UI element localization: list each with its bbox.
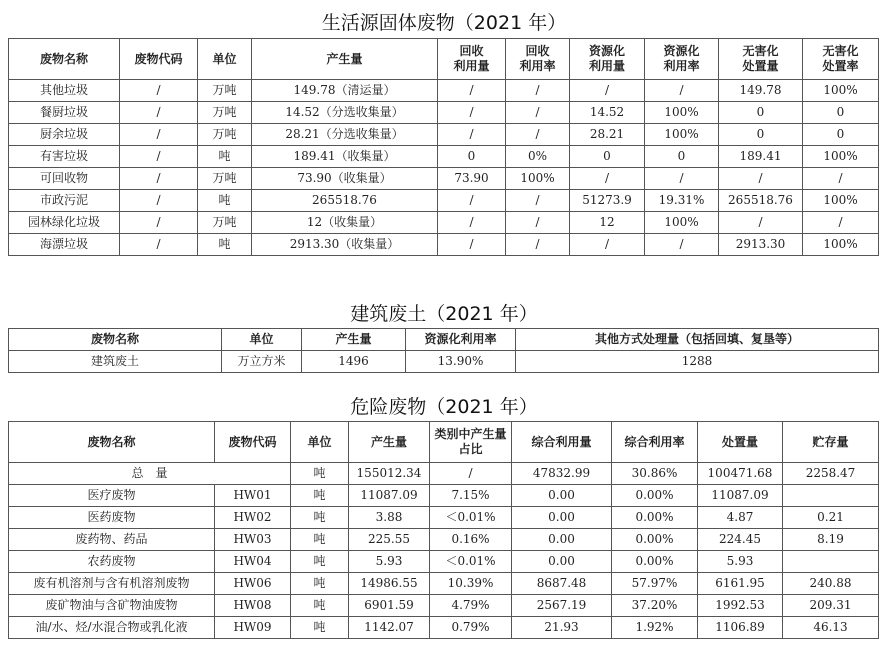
domestic-cell-1: /: [120, 212, 198, 234]
table-row: [9, 234, 879, 256]
construction-cell-4: 1288: [516, 351, 879, 373]
hazardous-header-7: 处置量: [698, 422, 783, 463]
total-cell-2: 47832.99: [512, 463, 612, 485]
domestic-cell-3: 2913.30（收集量）: [252, 234, 438, 256]
hazardous-header-3: 产生量: [349, 422, 430, 463]
domestic-cell-9: /: [803, 212, 879, 234]
hazardous-cell-6: 1.92%: [612, 617, 698, 639]
domestic-cell-9: 0: [803, 124, 879, 146]
domestic-cell-8: 0: [719, 124, 803, 146]
domestic-cell-8: 2913.30: [719, 234, 803, 256]
domestic-cell-5: /: [506, 190, 570, 212]
domestic-cell-3: 189.41（收集量）: [252, 146, 438, 168]
domestic-cell-4: /: [438, 124, 506, 146]
hazardous-cell-3: 11087.09: [349, 485, 430, 507]
hazardous-cell-1: HW06: [215, 573, 291, 595]
hazardous-waste-table: [8, 421, 879, 639]
domestic-cell-5: /: [506, 102, 570, 124]
hazardous-cell-8: [783, 485, 879, 507]
hazardous-cell-3: 14986.55: [349, 573, 430, 595]
domestic-cell-3: 14.52（分选收集量）: [252, 102, 438, 124]
hazardous-header-6: 综合利用率: [612, 422, 698, 463]
domestic-cell-4: /: [438, 80, 506, 102]
hazardous-cell-7: 1106.89: [698, 617, 783, 639]
total-row: [9, 463, 879, 485]
hazardous-cell-5: 21.93: [512, 617, 612, 639]
domestic-cell-7: 100%: [645, 124, 719, 146]
hazardous-cell-5: 0.00: [512, 529, 612, 551]
domestic-cell-7: 19.31%: [645, 190, 719, 212]
domestic-cell-6: /: [570, 80, 645, 102]
domestic-header-4: 回收 利用量: [438, 39, 506, 80]
domestic-cell-8: /: [719, 168, 803, 190]
hazardous-cell-1: HW08: [215, 595, 291, 617]
total-cell-4: 100471.68: [698, 463, 783, 485]
domestic-cell-5: 0%: [506, 146, 570, 168]
domestic-cell-4: /: [438, 190, 506, 212]
domestic-cell-2: 吨: [198, 190, 252, 212]
construction-header-3: 资源化利用率: [406, 329, 516, 351]
hazardous-cell-6: 0.00%: [612, 507, 698, 529]
domestic-cell-1: /: [120, 168, 198, 190]
hazardous-waste-title: 危险废物（2021 年）: [350, 396, 538, 418]
hazardous-cell-3: 6901.59: [349, 595, 430, 617]
domestic-header-1: 废物代码: [120, 39, 198, 80]
domestic-cell-0: 其他垃圾: [9, 80, 120, 102]
domestic-header-5: 回收 利用率: [506, 39, 570, 80]
hazardous-cell-5: 8687.48: [512, 573, 612, 595]
hazardous-cell-5: 0.00: [512, 485, 612, 507]
domestic-cell-9: 100%: [803, 146, 879, 168]
domestic-cell-2: 万吨: [198, 102, 252, 124]
hazardous-cell-3: 225.55: [349, 529, 430, 551]
table-row: [9, 80, 879, 102]
domestic-cell-9: /: [803, 168, 879, 190]
domestic-cell-1: /: [120, 190, 198, 212]
table-row: [9, 168, 879, 190]
domestic-header-3: 产生量: [252, 39, 438, 80]
domestic-cell-7: /: [645, 80, 719, 102]
hazardous-cell-6: 37.20%: [612, 595, 698, 617]
hazardous-cell-3: 5.93: [349, 551, 430, 573]
domestic-cell-1: /: [120, 102, 198, 124]
domestic-cell-6: 0: [570, 146, 645, 168]
domestic-cell-0: 市政污泥: [9, 190, 120, 212]
hazardous-cell-0: 废有机溶剂与含有机溶剂废物: [9, 573, 215, 595]
hazardous-cell-6: 57.97%: [612, 573, 698, 595]
domestic-cell-6: /: [570, 168, 645, 190]
table-row: [9, 551, 879, 573]
hazardous-header-5: 综合利用量: [512, 422, 612, 463]
domestic-cell-8: /: [719, 212, 803, 234]
hazardous-cell-8: [783, 551, 879, 573]
domestic-waste-title: 生活源固体废物（2021 年）: [321, 12, 567, 34]
construction-cell-1: 万立方米: [222, 351, 302, 373]
domestic-cell-3: 12（收集量）: [252, 212, 438, 234]
hazardous-cell-4: 0.79%: [430, 617, 512, 639]
domestic-cell-4: /: [438, 102, 506, 124]
hazardous-cell-7: 5.93: [698, 551, 783, 573]
domestic-cell-0: 可回收物: [9, 168, 120, 190]
domestic-cell-2: 吨: [198, 146, 252, 168]
construction-header-2: 产生量: [302, 329, 406, 351]
table-row: [9, 507, 879, 529]
domestic-cell-7: 100%: [645, 102, 719, 124]
domestic-cell-7: 0: [645, 146, 719, 168]
table-row: [9, 529, 879, 551]
domestic-cell-2: 万吨: [198, 212, 252, 234]
hazardous-cell-1: HW09: [215, 617, 291, 639]
domestic-waste-table: [8, 38, 879, 256]
total-cell-0: 155012.34: [349, 463, 430, 485]
hazardous-cell-7: 6161.95: [698, 573, 783, 595]
hazardous-cell-5: 0.00: [512, 507, 612, 529]
hazardous-cell-2: 吨: [291, 551, 349, 573]
domestic-cell-3: 28.21（分选收集量）: [252, 124, 438, 146]
domestic-cell-5: /: [506, 212, 570, 234]
domestic-cell-9: 0: [803, 102, 879, 124]
hazardous-header-0: 废物名称: [9, 422, 215, 463]
total-cell-1: /: [430, 463, 512, 485]
hazardous-cell-2: 吨: [291, 595, 349, 617]
hazardous-cell-4: 4.79%: [430, 595, 512, 617]
domestic-cell-5: /: [506, 234, 570, 256]
hazardous-cell-0: 医疗废物: [9, 485, 215, 507]
domestic-cell-7: /: [645, 234, 719, 256]
domestic-cell-0: 有害垃圾: [9, 146, 120, 168]
total-unit: 吨: [291, 463, 349, 485]
hazardous-cell-1: HW02: [215, 507, 291, 529]
hazardous-cell-7: 11087.09: [698, 485, 783, 507]
hazardous-header-4: 类别中产生量 占比: [430, 422, 512, 463]
table-row: [9, 351, 879, 373]
construction-header-1: 单位: [222, 329, 302, 351]
hazardous-cell-0: 医药废物: [9, 507, 215, 529]
hazardous-cell-2: 吨: [291, 485, 349, 507]
total-cell-5: 2258.47: [783, 463, 879, 485]
domestic-cell-1: /: [120, 80, 198, 102]
domestic-cell-3: 73.90（收集量）: [252, 168, 438, 190]
domestic-cell-0: 海漂垃圾: [9, 234, 120, 256]
domestic-header-6: 资源化 利用量: [570, 39, 645, 80]
construction-cell-3: 13.90%: [406, 351, 516, 373]
domestic-cell-5: /: [506, 124, 570, 146]
domestic-cell-5: /: [506, 80, 570, 102]
domestic-cell-6: 14.52: [570, 102, 645, 124]
table-row: [9, 573, 879, 595]
hazardous-cell-7: 4.87: [698, 507, 783, 529]
hazardous-cell-4: 10.39%: [430, 573, 512, 595]
domestic-cell-0: 厨余垃圾: [9, 124, 120, 146]
construction-cell-0: 建筑废土: [9, 351, 222, 373]
hazardous-cell-4: 7.15%: [430, 485, 512, 507]
domestic-cell-2: 万吨: [198, 80, 252, 102]
hazardous-cell-4: 0.16%: [430, 529, 512, 551]
hazardous-cell-4: ＜0.01%: [430, 551, 512, 573]
construction-header-4: 其他方式处理量（包括回填、复垦等）: [516, 329, 879, 351]
hazardous-cell-3: 3.88: [349, 507, 430, 529]
hazardous-cell-2: 吨: [291, 617, 349, 639]
table-row: [9, 190, 879, 212]
hazardous-header-1: 废物代码: [215, 422, 291, 463]
hazardous-cell-4: ＜0.01%: [430, 507, 512, 529]
domestic-cell-4: 0: [438, 146, 506, 168]
domestic-header-7: 资源化 利用率: [645, 39, 719, 80]
hazardous-cell-2: 吨: [291, 573, 349, 595]
hazardous-cell-8: 209.31: [783, 595, 879, 617]
domestic-header-2: 单位: [198, 39, 252, 80]
construction-waste-title: 建筑废土（2021 年）: [350, 303, 538, 325]
domestic-cell-2: 万吨: [198, 124, 252, 146]
construction-header-0: 废物名称: [9, 329, 222, 351]
hazardous-header-8: 贮存量: [783, 422, 879, 463]
table-row: [9, 595, 879, 617]
total-cell-3: 30.86%: [612, 463, 698, 485]
hazardous-cell-7: 1992.53: [698, 595, 783, 617]
domestic-cell-0: 餐厨垃圾: [9, 102, 120, 124]
domestic-cell-6: 12: [570, 212, 645, 234]
domestic-cell-2: 吨: [198, 234, 252, 256]
domestic-cell-8: 265518.76: [719, 190, 803, 212]
hazardous-cell-0: 废矿物油与含矿物油废物: [9, 595, 215, 617]
hazardous-cell-6: 0.00%: [612, 529, 698, 551]
domestic-cell-4: /: [438, 234, 506, 256]
hazardous-cell-6: 0.00%: [612, 485, 698, 507]
hazardous-cell-8: 240.88: [783, 573, 879, 595]
domestic-header-0: 废物名称: [9, 39, 120, 80]
domestic-cell-8: 189.41: [719, 146, 803, 168]
domestic-cell-9: 100%: [803, 190, 879, 212]
hazardous-cell-2: 吨: [291, 507, 349, 529]
hazardous-cell-5: 2567.19: [512, 595, 612, 617]
domestic-header-8: 无害化 处置量: [719, 39, 803, 80]
hazardous-cell-6: 0.00%: [612, 551, 698, 573]
domestic-cell-6: /: [570, 234, 645, 256]
domestic-header-9: 无害化 处置率: [803, 39, 879, 80]
table-row: [9, 485, 879, 507]
hazardous-cell-0: 农药废物: [9, 551, 215, 573]
domestic-cell-9: 100%: [803, 80, 879, 102]
hazardous-cell-1: HW03: [215, 529, 291, 551]
domestic-cell-4: /: [438, 212, 506, 234]
domestic-cell-5: 100%: [506, 168, 570, 190]
table-row: [9, 102, 879, 124]
hazardous-header-2: 单位: [291, 422, 349, 463]
domestic-cell-3: 265518.76: [252, 190, 438, 212]
hazardous-cell-8: 0.21: [783, 507, 879, 529]
construction-waste-table: [8, 328, 879, 373]
total-label: 总 量: [9, 463, 291, 485]
hazardous-cell-3: 1142.07: [349, 617, 430, 639]
domestic-cell-8: 0: [719, 102, 803, 124]
domestic-cell-6: 28.21: [570, 124, 645, 146]
hazardous-cell-0: 废药物、药品: [9, 529, 215, 551]
hazardous-cell-0: 油/水、烃/水混合物或乳化液: [9, 617, 215, 639]
hazardous-cell-2: 吨: [291, 529, 349, 551]
domestic-cell-1: /: [120, 146, 198, 168]
domestic-cell-0: 园林绿化垃圾: [9, 212, 120, 234]
domestic-cell-8: 149.78: [719, 80, 803, 102]
table-row: [9, 212, 879, 234]
table-row: [9, 146, 879, 168]
hazardous-cell-1: HW04: [215, 551, 291, 573]
hazardous-cell-7: 224.45: [698, 529, 783, 551]
domestic-cell-7: /: [645, 168, 719, 190]
domestic-cell-1: /: [120, 234, 198, 256]
domestic-cell-3: 149.78（清运量）: [252, 80, 438, 102]
domestic-cell-1: /: [120, 124, 198, 146]
domestic-cell-7: 100%: [645, 212, 719, 234]
hazardous-cell-1: HW01: [215, 485, 291, 507]
domestic-cell-2: 万吨: [198, 168, 252, 190]
construction-cell-2: 1496: [302, 351, 406, 373]
domestic-cell-6: 51273.9: [570, 190, 645, 212]
table-row: [9, 124, 879, 146]
domestic-cell-4: 73.90: [438, 168, 506, 190]
hazardous-cell-8: 46.13: [783, 617, 879, 639]
hazardous-cell-5: 0.00: [512, 551, 612, 573]
table-row: [9, 617, 879, 639]
hazardous-cell-8: 8.19: [783, 529, 879, 551]
domestic-cell-9: 100%: [803, 234, 879, 256]
